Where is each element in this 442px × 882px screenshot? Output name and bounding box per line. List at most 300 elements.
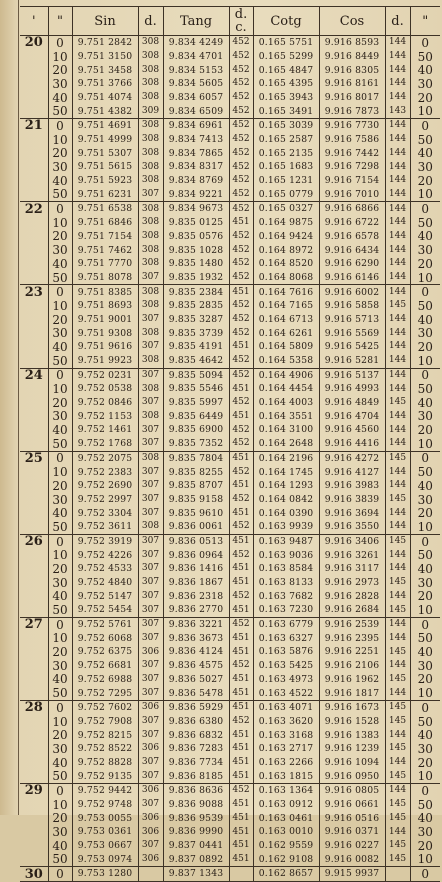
minute-cell	[20, 603, 48, 617]
minute-cell: 27	[20, 617, 48, 631]
second-right-cell: 50	[417, 714, 433, 729]
common-diff-cell: 452	[229, 160, 253, 174]
tang-cell: 9.835 2835	[163, 299, 229, 313]
cos-cell: 9.916 6434	[319, 243, 385, 257]
cos-cell: 9.916 4416	[319, 437, 385, 451]
sin-diff-cell: 307	[138, 534, 163, 548]
table-row	[20, 202, 440, 216]
second-cell: 50	[48, 520, 72, 534]
second-right-cell: 20	[417, 423, 433, 438]
second-cell: 30	[48, 576, 72, 590]
sin-diff-cell: 308	[138, 119, 163, 133]
second-cell: 10	[48, 50, 72, 64]
table-row	[20, 91, 440, 105]
cotg-cell: 0.163 0912	[253, 798, 319, 812]
sin-cell: 9.752 3304	[72, 506, 138, 520]
second-cell: 10	[48, 715, 72, 729]
cotg-cell: 0.163 4522	[253, 686, 319, 700]
minute-cell: 22	[20, 202, 48, 216]
minute-cell	[20, 769, 48, 783]
cos-diff-cell: 144	[385, 243, 410, 257]
table-row	[20, 382, 440, 396]
cos-diff-cell: 144	[385, 63, 410, 77]
header-seconds: "	[48, 7, 72, 36]
sin-cell: 9.752 5454	[72, 603, 138, 617]
table-row	[20, 133, 440, 147]
second-cell: 50	[48, 271, 72, 285]
minute-cell	[20, 382, 48, 396]
cos-cell: 9.916 7010	[319, 188, 385, 202]
table-row	[20, 769, 440, 783]
cotg-cell: 0.164 2648	[253, 437, 319, 451]
table-row	[20, 230, 440, 244]
minute-cell	[20, 147, 48, 161]
cos-diff-cell: 144	[385, 520, 410, 534]
common-diff-cell: 452	[229, 784, 253, 798]
cotg-cell: 0.164 8972	[253, 243, 319, 257]
minute-cell	[20, 313, 48, 327]
cos-cell: 9.916 0516	[319, 812, 385, 826]
common-diff-cell: 451	[229, 451, 253, 465]
cotg-cell: 0.163 4973	[253, 673, 319, 687]
second-right-cell: 30	[417, 825, 433, 840]
cos-diff-cell: 144	[385, 784, 410, 798]
minute-cell	[20, 354, 48, 368]
cos-cell: 9.916 8017	[319, 91, 385, 105]
second-cell: 10	[48, 299, 72, 313]
table-row	[20, 812, 440, 826]
sin-cell: 9.753 0667	[72, 839, 138, 853]
cos-cell: 9.916 2539	[319, 617, 385, 631]
header-dc: d. c.	[229, 7, 253, 36]
tang-cell: 9.835 6449	[163, 410, 229, 424]
table-row	[20, 216, 440, 230]
minute-cell	[20, 230, 48, 244]
table-row	[20, 340, 440, 354]
cotg-cell: 0.165 5751	[253, 36, 319, 50]
second-right-cell: 30	[417, 658, 433, 673]
sin-cell: 9.753 0974	[72, 853, 138, 867]
second-right-cell: 10	[417, 769, 433, 784]
cotg-cell: 0.163 8584	[253, 562, 319, 576]
second-cell: 30	[48, 493, 72, 507]
tang-cell: 9.835 4642	[163, 354, 229, 368]
minute-cell	[20, 798, 48, 812]
common-diff-cell: 451	[229, 756, 253, 770]
cos-cell: 9.916 1383	[319, 728, 385, 742]
minute-cell	[20, 590, 48, 604]
second-right-cell: 0	[410, 867, 440, 882]
cotg-cell: 0.163 1364	[253, 784, 319, 798]
cos-cell: 9.916 2973	[319, 576, 385, 590]
second-cell: 50	[48, 603, 72, 617]
cotg-cell: 0.163 7230	[253, 603, 319, 617]
sin-cell: 9.752 2383	[72, 465, 138, 479]
table-row	[20, 451, 440, 465]
common-diff-cell: 451	[229, 673, 253, 687]
second-cell: 10	[48, 798, 72, 812]
tang-cell: 9.836 9539	[163, 812, 229, 826]
cos-cell: 9.916 2828	[319, 590, 385, 604]
second-right-cell: 20	[417, 90, 433, 105]
cos-cell: 9.916 0661	[319, 798, 385, 812]
second-right-cell: 40	[417, 63, 433, 78]
common-diff-cell: 452	[229, 465, 253, 479]
tang-cell: 9.835 7352	[163, 437, 229, 451]
cotg-cell: 0.164 6261	[253, 326, 319, 340]
cotg-cell: 0.164 5358	[253, 354, 319, 368]
minute-cell	[20, 632, 48, 646]
tang-cell: 9.835 8707	[163, 479, 229, 493]
second-cell: 20	[48, 147, 72, 161]
sin-diff-cell: 306	[138, 812, 163, 826]
cos-cell: 9.916 5569	[319, 326, 385, 340]
tang-cell: 9.835 0576	[163, 230, 229, 244]
second-right-cell: 20	[417, 838, 433, 853]
common-diff-cell: 452	[229, 50, 253, 64]
cos-cell: 9.916 7586	[319, 133, 385, 147]
tang-cell: 9.836 8185	[163, 769, 229, 783]
sin-diff-cell: 307	[138, 506, 163, 520]
sin-diff-cell: 307	[138, 839, 163, 853]
second-right-cell: 20	[417, 506, 433, 521]
common-diff-cell: 452	[229, 590, 253, 604]
second-right-cell: 10	[417, 852, 433, 867]
second-cell: 20	[48, 396, 72, 410]
sin-cell: 9.752 7602	[72, 701, 138, 715]
second-right-cell: 50	[417, 382, 433, 397]
tang-cell: 9.836 8636	[163, 784, 229, 798]
second-cell: 30	[48, 77, 72, 91]
table-row	[20, 354, 440, 368]
minute-cell	[20, 520, 48, 534]
cos-diff-cell: 144	[385, 437, 410, 451]
sin-diff-cell: 307	[138, 271, 163, 285]
sin-cell: 9.751 3458	[72, 63, 138, 77]
table-row	[20, 520, 440, 534]
table-row	[20, 423, 440, 437]
cos-cell: 9.916 1094	[319, 756, 385, 770]
second-cell: 30	[48, 742, 72, 756]
sin-cell: 9.752 3611	[72, 520, 138, 534]
cotg-cell: 0.164 4906	[253, 368, 319, 382]
cos-cell: 9.916 8449	[319, 50, 385, 64]
sin-diff-cell: 308	[138, 174, 163, 188]
second-cell: 20	[48, 230, 72, 244]
cos-cell: 9.916 5713	[319, 313, 385, 327]
second-right-cell: 40	[417, 395, 433, 410]
common-diff-cell	[229, 867, 253, 882]
second-right-cell: 50	[417, 49, 433, 64]
second-right-cell: 30	[417, 160, 433, 175]
cos-diff-cell: 144	[385, 632, 410, 646]
cos-cell: 9.916 6146	[319, 271, 385, 285]
second-right-cell: 20	[417, 672, 433, 687]
cos-cell: 9.916 6722	[319, 216, 385, 230]
tang-cell: 9.836 5929	[163, 701, 229, 715]
table-row	[20, 50, 440, 64]
sin-cell: 9.751 7462	[72, 243, 138, 257]
cos-cell: 9.916 1239	[319, 742, 385, 756]
second-cell: 10	[48, 216, 72, 230]
cotg-cell: 0.165 3039	[253, 119, 319, 133]
sin-diff-cell: 308	[138, 36, 163, 50]
second-right-cell: 40	[417, 312, 433, 327]
common-diff-cell: 452	[229, 104, 253, 118]
cos-diff-cell: 144	[385, 562, 410, 576]
table-row	[20, 119, 440, 133]
minute-cell	[20, 50, 48, 64]
cos-diff-cell: 144	[385, 313, 410, 327]
cos-diff-cell: 144	[385, 354, 410, 368]
cos-diff-cell: 144	[385, 36, 410, 50]
sin-cell: 9.751 4382	[72, 104, 138, 118]
common-diff-cell: 452	[229, 299, 253, 313]
sin-diff-cell: 306	[138, 853, 163, 867]
second-right-cell: 30	[417, 741, 433, 756]
sin-diff-cell: 308	[138, 216, 163, 230]
second-cell: 0	[48, 285, 72, 299]
second-cell: 30	[48, 326, 72, 340]
minute-cell	[20, 812, 48, 826]
table-row	[20, 798, 440, 812]
cotg-cell: 0.162 9559	[253, 839, 319, 853]
cos-diff-cell: 144	[385, 382, 410, 396]
sin-cell: 9.751 8078	[72, 271, 138, 285]
common-diff-cell: 452	[229, 396, 253, 410]
cotg-cell: 0.164 6713	[253, 313, 319, 327]
table-row	[20, 659, 440, 673]
second-cell: 0	[48, 202, 72, 216]
cos-diff-cell: 145	[385, 853, 410, 867]
common-diff-cell: 451	[229, 576, 253, 590]
sin-cell: 9.752 0538	[72, 382, 138, 396]
common-diff-cell: 451	[229, 825, 253, 839]
second-right-cell: 20	[417, 589, 433, 604]
common-diff-cell: 451	[229, 506, 253, 520]
minute-cell	[20, 91, 48, 105]
sin-diff-cell: 307	[138, 728, 163, 742]
common-diff-cell: 451	[229, 701, 253, 715]
cos-cell: 9.916 3550	[319, 520, 385, 534]
common-diff-cell: 451	[229, 603, 253, 617]
second-cell: 20	[48, 728, 72, 742]
cos-diff-cell: 145	[385, 839, 410, 853]
sin-cell: 9.752 8215	[72, 728, 138, 742]
sin-cell: 9.752 2690	[72, 479, 138, 493]
common-diff-cell: 452	[229, 119, 253, 133]
second-right-cell: 10	[417, 436, 433, 451]
sin-cell: 9.751 4074	[72, 91, 138, 105]
cotg-cell: 0.164 1745	[253, 465, 319, 479]
sin-diff-cell: 308	[138, 285, 163, 299]
second-cell: 50	[48, 188, 72, 202]
second-cell: 30	[48, 659, 72, 673]
tang-cell: 9.836 0513	[163, 534, 229, 548]
sin-cell: 9.752 7908	[72, 715, 138, 729]
sin-diff-cell: 308	[138, 77, 163, 91]
sin-diff-cell: 307	[138, 769, 163, 783]
tang-cell: 9.836 7734	[163, 756, 229, 770]
common-diff-cell: 452	[229, 548, 253, 562]
cotg-cell: 0.163 4071	[253, 701, 319, 715]
minute-cell	[20, 562, 48, 576]
second-cell: 20	[48, 812, 72, 826]
cos-cell: 9.916 6866	[319, 202, 385, 216]
table-row	[20, 632, 440, 646]
tang-cell: 9.834 6057	[163, 91, 229, 105]
sin-diff-cell: 308	[138, 147, 163, 161]
minute-cell	[20, 396, 48, 410]
cos-cell: 9.916 4849	[319, 396, 385, 410]
minute-cell	[20, 160, 48, 174]
sin-diff-cell: 308	[138, 133, 163, 147]
tang-cell: 9.835 6900	[163, 423, 229, 437]
second-cell: 30	[48, 243, 72, 257]
second-cell: 20	[48, 313, 72, 327]
sin-diff-cell: 307	[138, 465, 163, 479]
sin-cell: 9.752 2075	[72, 451, 138, 465]
second-cell: 0	[48, 119, 72, 133]
sin-diff-cell: 309	[138, 104, 163, 118]
sin-diff-cell: 307	[138, 562, 163, 576]
cotg-cell: 0.165 0779	[253, 188, 319, 202]
second-cell: 40	[48, 506, 72, 520]
minute-cell: 21	[20, 119, 48, 133]
second-cell: 0	[48, 368, 72, 382]
table-row	[20, 534, 440, 548]
tang-cell: 9.834 9673	[163, 202, 229, 216]
table-row	[20, 673, 440, 687]
minute-cell	[20, 271, 48, 285]
cos-cell: 9.916 0805	[319, 784, 385, 798]
common-diff-cell: 451	[229, 285, 253, 299]
tang-cell: 9.837 0441	[163, 839, 229, 853]
second-cell: 0	[48, 867, 72, 882]
common-diff-cell: 451	[229, 479, 253, 493]
sin-diff-cell: 308	[138, 410, 163, 424]
common-diff-cell: 452	[229, 617, 253, 631]
cos-diff-cell: 144	[385, 659, 410, 673]
table-row	[20, 326, 440, 340]
cotg-cell: 0.165 0327	[253, 202, 319, 216]
sin-diff-cell: 307	[138, 603, 163, 617]
common-diff-cell: 451	[229, 632, 253, 646]
cotg-cell: 0.165 2587	[253, 133, 319, 147]
tang-cell: 9.834 4249	[163, 36, 229, 50]
sin-diff-cell: 307	[138, 756, 163, 770]
second-right-cell: 20	[417, 339, 433, 354]
table-row	[20, 410, 440, 424]
sin-cell: 9.751 9308	[72, 326, 138, 340]
second-right-cell: 40	[417, 146, 433, 161]
cos-diff-cell: 144	[385, 174, 410, 188]
sin-cell: 9.752 8522	[72, 742, 138, 756]
sin-diff-cell: 308	[138, 50, 163, 64]
sin-diff-cell: 308	[138, 299, 163, 313]
cotg-cell: 0.163 7682	[253, 590, 319, 604]
cos-diff-cell	[385, 867, 410, 882]
cotg-cell: 0.163 6327	[253, 632, 319, 646]
minute-cell	[20, 576, 48, 590]
common-diff-cell: 451	[229, 340, 253, 354]
sin-diff-cell: 307	[138, 548, 163, 562]
minute-cell	[20, 686, 48, 700]
cos-cell: 9.916 3406	[319, 534, 385, 548]
common-diff-cell: 451	[229, 382, 253, 396]
tang-cell: 9.836 7283	[163, 742, 229, 756]
tang-cell: 9.835 4191	[163, 340, 229, 354]
cos-cell: 9.916 6002	[319, 285, 385, 299]
cos-diff-cell: 144	[385, 216, 410, 230]
sin-cell: 9.751 4999	[72, 133, 138, 147]
cotg-cell: 0.163 6779	[253, 617, 319, 631]
cos-diff-cell: 145	[385, 701, 410, 715]
sin-diff-cell: 306	[138, 742, 163, 756]
cos-cell: 9.916 5281	[319, 354, 385, 368]
sin-diff-cell: 308	[138, 160, 163, 174]
cotg-cell: 0.164 5809	[253, 340, 319, 354]
tang-cell: 9.836 6380	[163, 715, 229, 729]
cos-diff-cell: 145	[385, 396, 410, 410]
common-diff-cell: 452	[229, 271, 253, 285]
second-right-cell: 40	[417, 478, 433, 493]
second-cell: 40	[48, 174, 72, 188]
second-cell: 40	[48, 590, 72, 604]
second-cell: 20	[48, 63, 72, 77]
table-row	[20, 77, 440, 91]
sin-cell: 9.751 5923	[72, 174, 138, 188]
sin-cell: 9.751 6231	[72, 188, 138, 202]
cos-diff-cell: 144	[385, 147, 410, 161]
sin-cell: 9.752 4226	[72, 548, 138, 562]
sin-diff-cell: 308	[138, 520, 163, 534]
common-diff-cell: 451	[229, 798, 253, 812]
second-cell: 40	[48, 673, 72, 687]
cos-diff-cell: 144	[385, 506, 410, 520]
second-right-cell: 20	[417, 755, 433, 770]
tang-cell: 9.834 8317	[163, 160, 229, 174]
common-diff-cell: 451	[229, 534, 253, 548]
cotg-cell: 0.165 3943	[253, 91, 319, 105]
common-diff-cell: 452	[229, 63, 253, 77]
sin-cell: 9.751 8693	[72, 299, 138, 313]
cos-diff-cell: 144	[385, 590, 410, 604]
tang-cell: 9.834 7865	[163, 147, 229, 161]
header-row	[20, 7, 440, 36]
sin-cell: 9.751 9923	[72, 354, 138, 368]
second-right-cell: 0	[410, 701, 440, 715]
sin-cell: 9.752 9748	[72, 798, 138, 812]
header-d-cos: d.	[385, 7, 410, 36]
second-right-cell: 50	[417, 298, 433, 313]
cotg-cell: 0.164 2196	[253, 451, 319, 465]
minute-cell	[20, 715, 48, 729]
table-row	[20, 243, 440, 257]
second-cell: 40	[48, 91, 72, 105]
cos-cell: 9.916 3839	[319, 493, 385, 507]
sin-cell: 9.752 9442	[72, 784, 138, 798]
table-row	[20, 271, 440, 285]
cos-diff-cell: 144	[385, 825, 410, 839]
cos-diff-cell: 145	[385, 673, 410, 687]
second-right-cell: 0	[410, 368, 440, 382]
second-right-cell: 0	[410, 202, 440, 216]
second-right-cell: 30	[417, 409, 433, 424]
second-cell: 30	[48, 160, 72, 174]
minute-cell: 20	[20, 36, 48, 50]
common-diff-cell: 451	[229, 812, 253, 826]
